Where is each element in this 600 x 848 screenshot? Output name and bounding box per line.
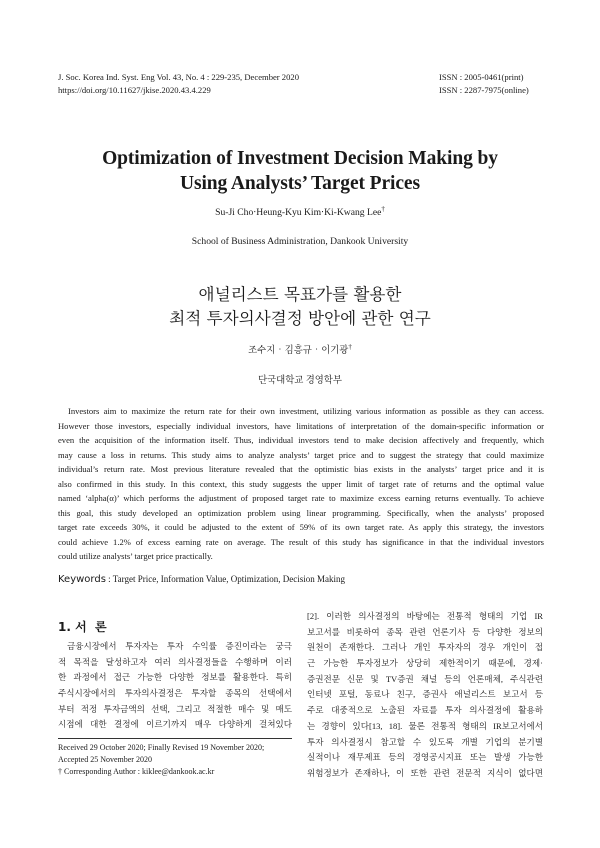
- body-line: 증권전문 신문 및 TV증권 채널 등의 언론매체, 주식관련: [307, 673, 543, 684]
- doi-link[interactable]: https://doi.org/10.11627/jkise.2020.43.4.229: [58, 84, 211, 95]
- abstract-line: However those investors, especially individual investors, have limitations of interpretation of the domain-specific information or: [58, 420, 544, 431]
- abstract-line: named ‘alpha(α)’ which performs the adjustment of proposed target rate to maximize excess earning returns eventually. To achieve: [58, 493, 544, 503]
- author-names: Su-Ji Cho‧Heung-Kyu Kim‧Ki-Kwang Lee: [215, 207, 382, 219]
- body-line: 부터 적정 투자금액의 선택, 그리고 적절한 매수 및 매도: [58, 703, 292, 714]
- korean-author-list: [40, 342, 560, 356]
- keywords-separator: :: [105, 574, 113, 584]
- corresponding-author-mark: †: [381, 205, 385, 213]
- keywords-label: Keywords: [58, 574, 106, 585]
- paper-title-line-1: Optimization of Investment Decision Making by: [102, 148, 498, 169]
- journal-citation: [58, 71, 299, 96]
- footnotes: [58, 742, 292, 777]
- abstract-line: Investors aim to maximize the return rate for their own investment, utilizing various information as possible as they can access.: [68, 406, 544, 416]
- abstract-line: also confirmed in this study. In this context, this study suggests the upper limit of target rate of returns and the optimal value: [58, 478, 544, 489]
- affiliation: School of Business Administration, Dankook University: [191, 236, 409, 247]
- abstract-line: could utilize analysts’ target price practically.: [58, 551, 213, 561]
- abstract: [58, 404, 544, 564]
- korean-author-names: 조수지‧김흥규‧이기광: [248, 346, 349, 356]
- received-date: Received 29 October 2020; Finally Revised 19 November 2020;: [58, 743, 265, 752]
- body-line: 원천이 존재한다. 그러나 개인 투자자의 경우 개인이 접: [307, 642, 543, 653]
- body-line: 투자 의사결정시 참고할 수 있도록 개별 기업의 분기별: [307, 736, 543, 747]
- corresponding-author: [58, 766, 292, 778]
- body-line: 주식시장에서의 투자의사결정은 투자할 종목의 선택에서: [58, 688, 292, 699]
- journal-volume-line: J. Soc. Korea Ind. Syst. Eng Vol. 43, No. 4 : 229-235, December 2020: [58, 72, 299, 82]
- abstract-line: individual’s return rate. Most previous literature revealed that the optimistic bias exists in the analysts’ target price and it is: [58, 464, 544, 474]
- body-line: 근 가능한 투자정보가 상당히 제한적이기 때문에, 경제·: [307, 658, 543, 669]
- body-line: 금융시장에서 투자자는 투자 수익률 증진이라는 궁극: [67, 641, 292, 651]
- abstract-line: may cause a loss in returns. This study aims to analyze analysts’ target price and to suggest the strategy that could maximize: [58, 449, 544, 460]
- korean-affiliation: 단국대학교 경영학부: [258, 376, 342, 386]
- issn-print: ISSN : 2005-0461(print): [439, 72, 524, 82]
- body-line: [2]. 이러한 의사결정의 바탕에는 전통적 형태의 기업 IR: [307, 611, 543, 621]
- issn-block: [439, 71, 529, 96]
- body-line: 는 경향이 있다[13, 18]. 물론 전통적 형태의 IR보고서에서: [307, 720, 543, 731]
- keywords-text: Target Price, Information Value, Optimization, Decision Making: [112, 574, 345, 584]
- corresponding-author-dagger: †: [58, 766, 62, 776]
- korean-title-line-2: 최적 투자의사결정 방안에 관한 연구: [169, 309, 431, 328]
- body-line: 적 목적을 달성하고자 여러 의사결정들을 수행하며 이러: [58, 656, 292, 667]
- korean-title-line-1: 애널리스트 목표가를 활용한: [198, 285, 402, 304]
- corresponding-author-email[interactable]: Corresponding Author : kiklee@dankook.ac.kr: [62, 766, 215, 776]
- body-line: 위험정보가 존재하나, 이 또한 관련 전문적 지식이 없다면: [307, 767, 543, 778]
- issn-online: ISSN : 2287-7975(online): [439, 84, 529, 95]
- body-line: 주로 대중적으로 노출된 자료를 투자 의사결정에 활용하: [307, 705, 543, 716]
- paper-title: [40, 146, 560, 196]
- abstract-line: this goal, this study developed an optimization problem using linear programming. Specifically, when the analysts’ proposed: [58, 507, 544, 518]
- author-list: [40, 205, 560, 218]
- accepted-date: Accepted 25 November 2020: [58, 754, 152, 764]
- body-line: 시점에 대한 결정에 이르기까지 매우 다양하게 걸쳐있다: [58, 719, 292, 730]
- left-column-body: [58, 639, 292, 733]
- paper-title-line-2: Using Analysts’ Target Prices: [180, 173, 420, 194]
- korean-title: [40, 283, 560, 331]
- right-column-body: [307, 609, 543, 782]
- keywords: [58, 574, 345, 585]
- body-line: 인터넷 포털, 동료나 친구, 증권사 애널리스트 보고서 등: [307, 689, 543, 700]
- abstract-line: target rate exceeds 30%, it could be adjusted to the extent of 59% of its own target rate. As apply this strategy, the investors: [58, 522, 544, 532]
- abstract-line: even the acquisition of the information itself. Thus, individual investors tend to make decision affectively and frequently, which: [58, 435, 544, 445]
- abstract-line: could achieve 1.2% of excess earning rate on average. The result of this study has significance in that the individual investors: [58, 536, 544, 547]
- korean-corresponding-mark: †: [348, 342, 352, 351]
- footnote-divider: [58, 738, 292, 739]
- section-heading: 1. 서 론: [58, 620, 107, 634]
- body-line: 실적이나 재무제표 등의 경영공시지표 또는 발생 가능한: [307, 752, 543, 763]
- body-line: 보고서를 비롯하여 종목 관련 언론기사 등 다양한 정보의: [307, 626, 543, 637]
- body-line: 한 과정에서 접근 가능한 다양한 정보를 활용한다. 특히: [58, 672, 292, 683]
